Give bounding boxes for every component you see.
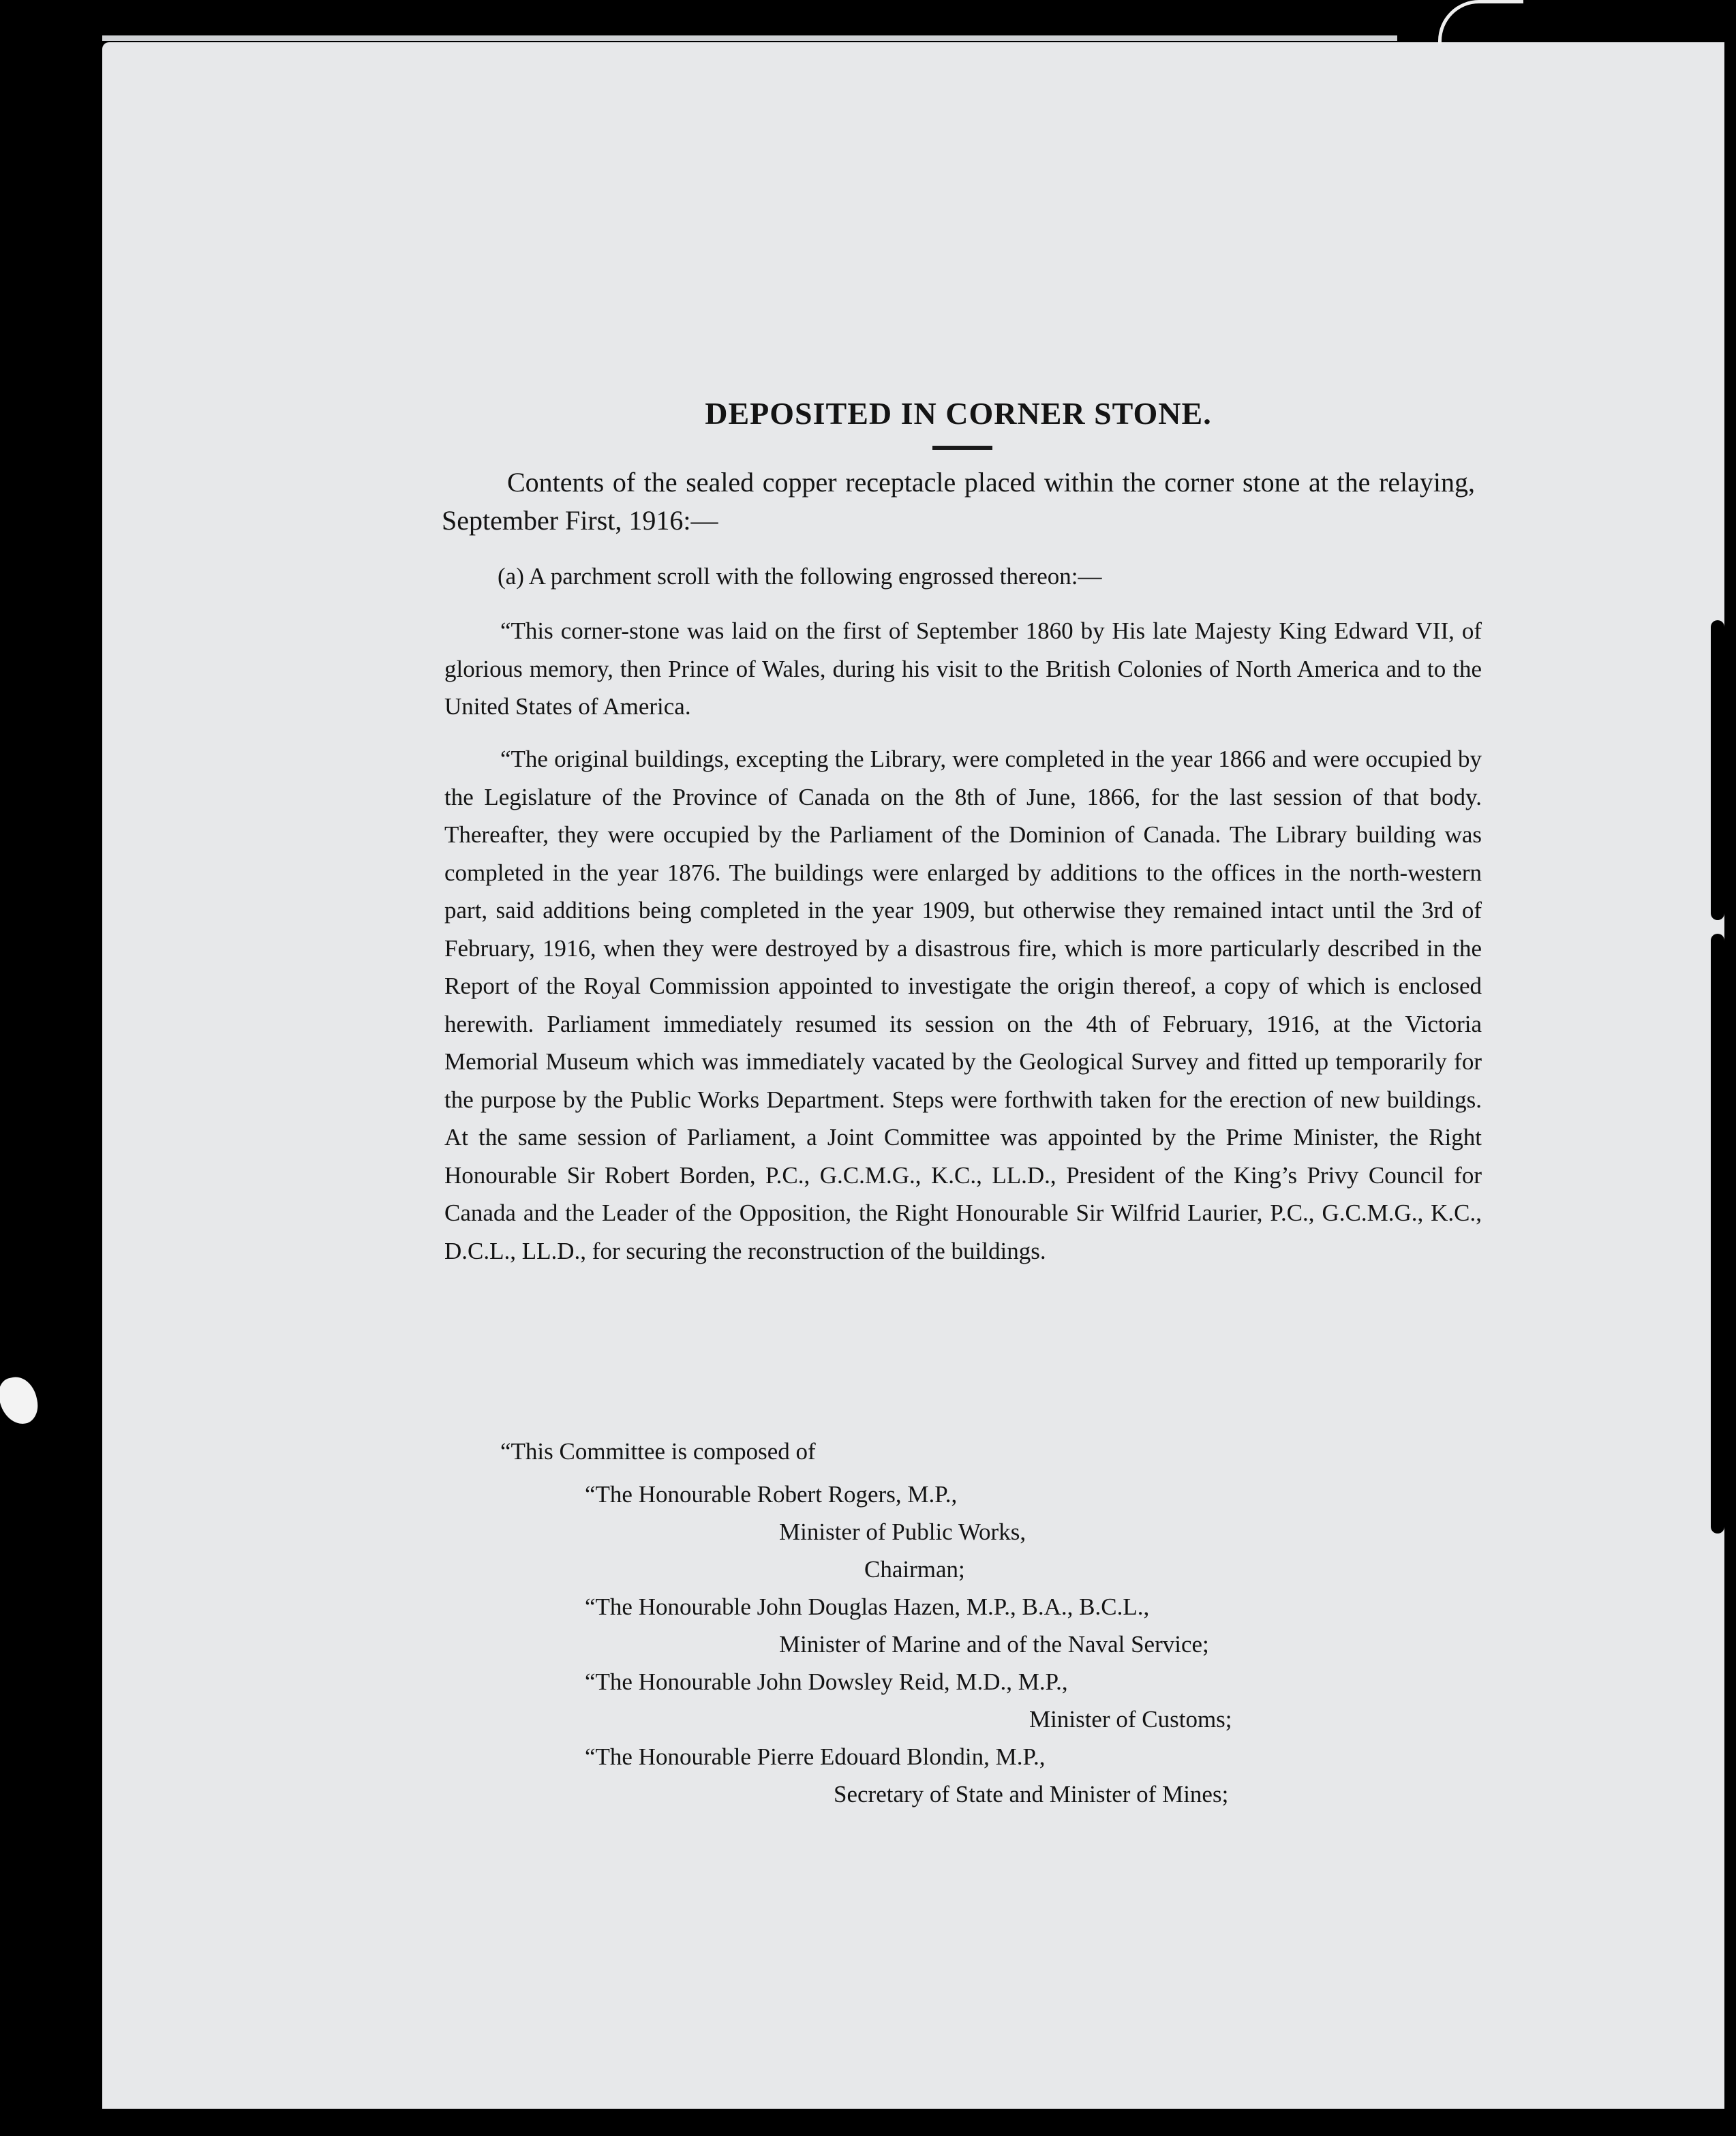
item-a: (a) A parchment scroll with the following engrossed thereon:— [498, 563, 1102, 590]
member-3-name: “The Honourable John Dowsley Reid, M.D., M.P., [585, 1668, 1068, 1695]
member-4-name: “The Honourable Pierre Edouard Blondin, M.P., [585, 1743, 1046, 1770]
paragraph-3: “This Committee is composed of [500, 1438, 816, 1465]
member-1-name: “The Honourable Robert Rogers, M.P., [585, 1481, 958, 1508]
member-3-office: Minister of Customs; [1029, 1706, 1232, 1733]
paragraph-1: “This corner-stone was laid on the first of September 1860 by His late Majesty King Edward VII, of glorious memory, then Prince of Wales, during his visit to the British Colonies of North America and to the United States of America. [444, 617, 1482, 720]
scan-corner-curl [1438, 0, 1523, 44]
intro-paragraph: Contents of the sealed copper receptacle placed within the corner stone at the relaying, September First, 1916:— [442, 467, 1475, 536]
document-title: DEPOSITED IN CORNER STONE. [705, 396, 1212, 431]
scan-edge-mark [1711, 934, 1724, 1534]
title-rule [932, 446, 992, 450]
member-2-name: “The Honourable John Douglas Hazen, M.P., B.A., B.C.L., [585, 1593, 1150, 1620]
paragraph-2: “The original buildings, excepting the Library, were completed in the year 1866 and were occupied by the Legislature of the Province of Canada on the 8th of June, 1866, for the last session of that body. Thereafter, they were occupied by the Parliament of the Dominion of Canada. The Library building was completed in the year 1876. The buildings were enlarged by additions to the offices in the north-western part, said additions being completed in the year 1909, but otherwise they remained intact until the 3rd of February, 1916, when they were destroyed by a disastrous fire, which is more particularly described in the Report of the Royal Commission appointed to investigate the origin thereof, a copy of which is enclosed herewith. Parliament immediately resumed its session on the 4th of February, 1916, at the Victoria Memorial Museum which was immediately vacated by the Geological Survey and fitted up temporarily for the purpose by the Public Works Department. Steps were forthwith taken for the erection of new buildings. At the same session of Parliament, a Joint Committee was appointed by the Prime Minister, the Right Honourable Sir Robert Borden, P.C., G.C.M.G., K.C., LL.D., President of the King’s Privy Council for Canada and the Leader of the Opposition, the Right Honourable Sir Wilfrid Laurier, P.C., G.C.M.G., K.C., D.C.L., LL.D., for securing the reconstruction of the buildings. [444, 746, 1482, 1264]
member-2-office: Minister of Marine and of the Naval Service; [779, 1631, 1209, 1658]
member-1-office: Minister of Public Works, [779, 1519, 1026, 1545]
page-edge [102, 35, 1397, 41]
scan-blot [0, 1373, 42, 1428]
member-1-role: Chairman; [864, 1556, 965, 1583]
scan-edge-mark [1711, 620, 1724, 920]
member-4-office: Secretary of State and Minister of Mines; [834, 1781, 1229, 1807]
